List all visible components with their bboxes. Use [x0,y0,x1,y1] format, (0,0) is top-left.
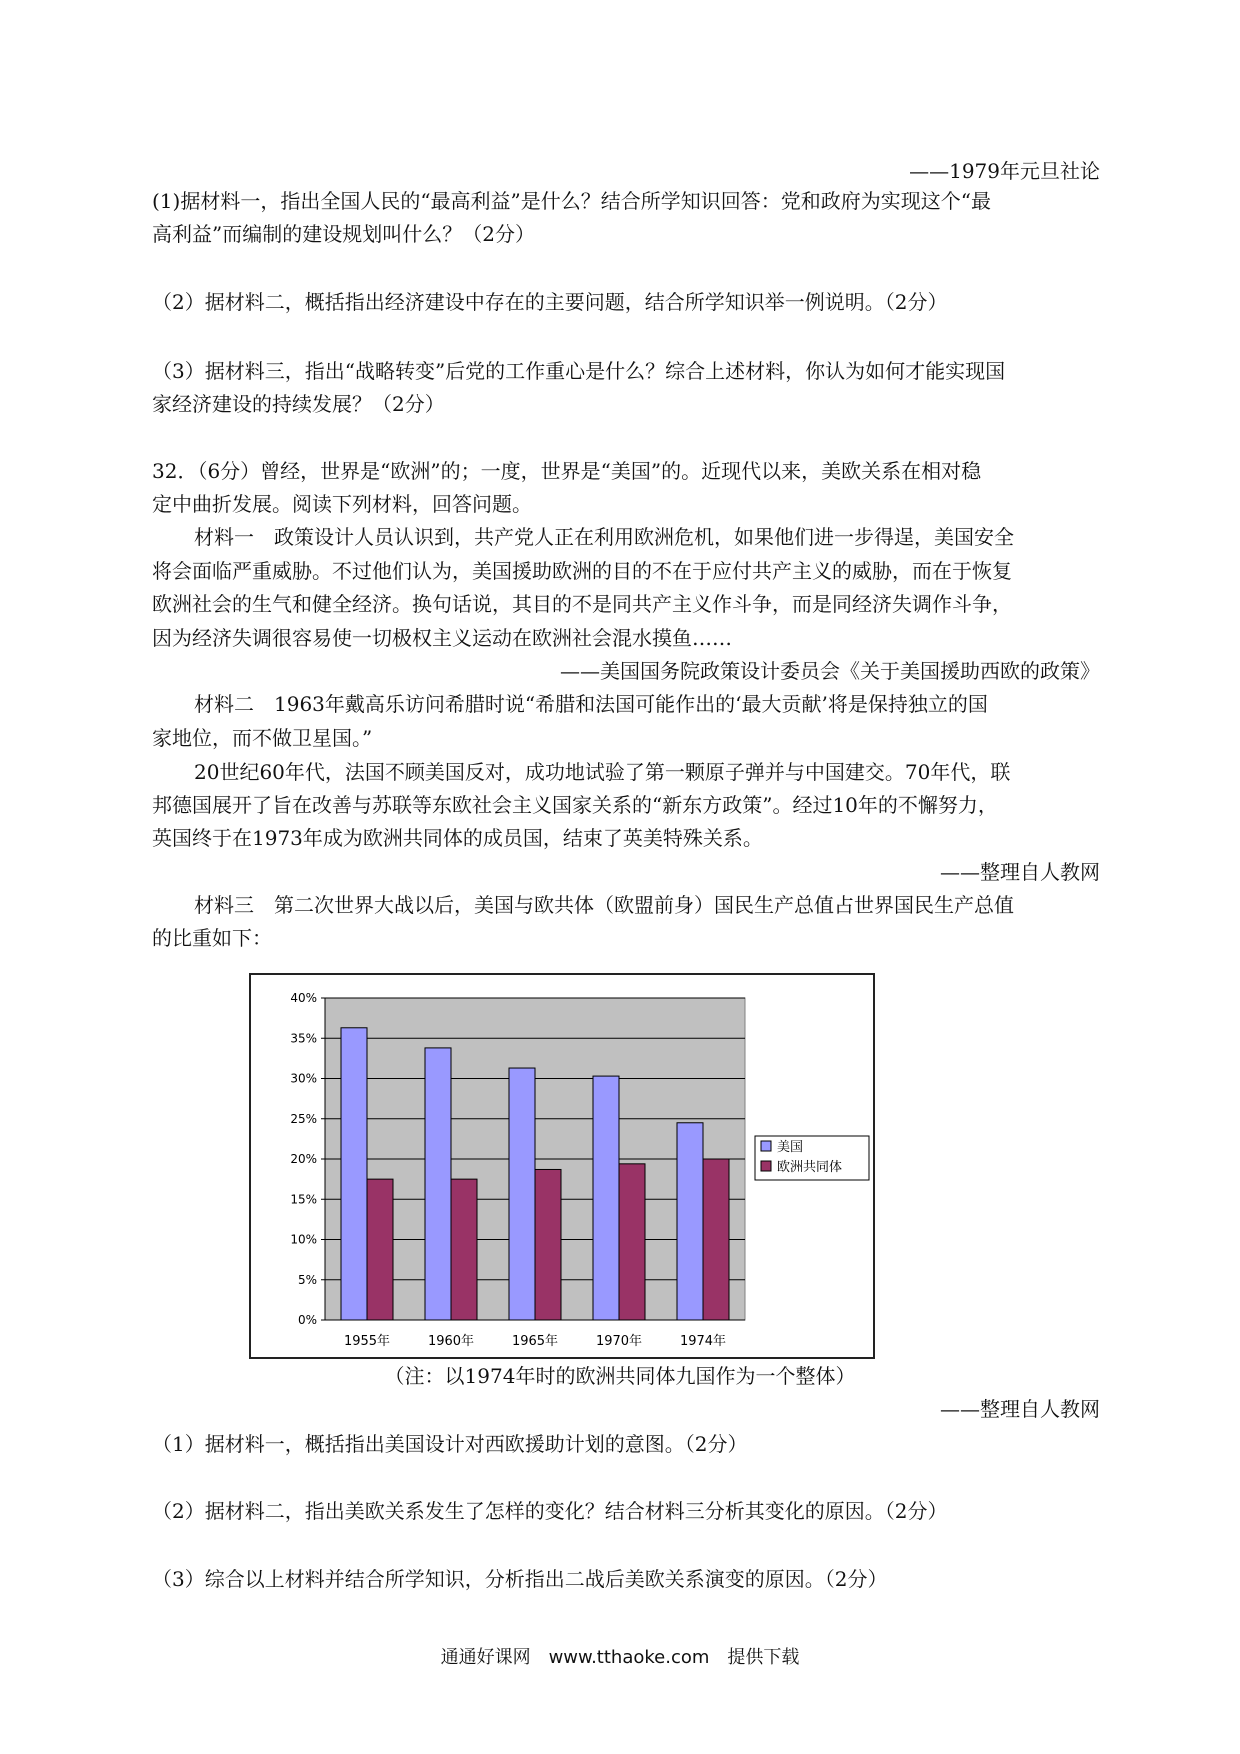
legend-label: 欧洲共同体 [777,1160,843,1175]
sub-question-2: （2）据材料二，指出美欧关系发生了怎样的变化？结合材料三分析其变化的原因。（2分） [152,1499,948,1523]
prev-q3-line1: （3）据材料三，指出“战略转变”后党的工作重心是什么？综合上述材料，你认为如何才能实现国 [152,359,1006,383]
q32-intro-line1: 32．（6分）曾经，世界是“欧洲”的；一度，世界是“美国”的。近现代以来，美欧关系在相对稳 [152,459,982,483]
prev-q3-line2: 家经济建设的持续发展？（2分） [152,392,445,416]
sub-question-1: （1）据材料一，概括指出美国设计对西欧援助计划的意图。（2分） [152,1432,748,1456]
y-tick-label: 20% [290,1152,317,1166]
material1-line1: 材料一 政策设计人员认识到，共产党人正在利用欧洲危机，如果他们进一步得逞，美国安全 [194,525,1014,549]
material3-line2: 的比重如下： [152,926,272,950]
legend-swatch [761,1141,771,1151]
prev-q1-line2: 高利益”而编制的建设规划叫什么？（2分） [152,222,535,246]
x-tick-label: 1965年 [511,1334,559,1349]
y-tick-label: 5% [297,1272,317,1287]
material1-line4: 因为经济失调很容易使一切极权主义运动在欧洲社会混水摸鱼…… [152,626,732,650]
gnp-share-chart [249,973,875,1359]
x-tick-label: 1960年 [427,1334,475,1349]
bar-usa [509,1068,535,1320]
prev-q1-line1: (1)据材料一，指出全国人民的“最高利益”是什么？结合所学知识回答：党和政府为实现这个“最 [152,189,992,213]
bar-usa [425,1048,451,1320]
chart-svg [251,975,873,1357]
y-tick-label: 15% [290,1192,317,1207]
bar-eec [535,1169,561,1320]
bar-eec [703,1159,729,1320]
material1-source: ——美国国务院政策设计委员会《关于美国援助西欧的政策》 [560,659,1100,683]
material3-line1: 材料三 第二次世界大战以后，美国与欧共体（欧盟前身）国民生产总值占世界国民生产总值 [194,893,1014,917]
bar-usa [677,1123,703,1320]
material2-source: ——整理自人教网 [940,860,1100,884]
q32-intro-line2: 定中曲折发展。阅读下列材料，回答问题。 [152,492,532,516]
y-tick-label: 0% [297,1313,317,1327]
legend-swatch [761,1161,771,1171]
material2-line3: 20世纪60年代，法国不顾美国反对，成功地试验了第一颗原子弹并与中国建交。70年代，联 [194,760,1011,784]
material2-line1: 材料二 1963年戴高乐访问希腊时说“希腊和法国可能作出的‘最大贡献’将是保持独立的国 [194,692,988,716]
material1-line2: 将会面临严重威胁。不过他们认为，美国援助欧洲的目的不在于应付共产主义的威胁，而在于恢复 [152,559,1012,583]
x-tick-label: 1970年 [595,1334,643,1349]
sub-question-3: （3）综合以上材料并结合所学知识，分析指出二战后美欧关系演变的原因。（2分） [152,1567,888,1591]
bar-eec [619,1164,645,1320]
bar-eec [367,1179,393,1320]
prev-q2: （2）据材料二，概括指出经济建设中存在的主要问题，结合所学知识举一例说明。（2分） [152,290,948,314]
y-tick-label: 10% [290,1232,317,1247]
chart-note: （注：以1974年时的欧洲共同体九国作为一个整体） [384,1364,856,1388]
bar-usa [341,1028,367,1320]
page-footer: 通通好课网 www.tthaoke.com 提供下载 [440,1647,800,1668]
x-tick-label: 1955年 [343,1334,391,1349]
y-tick-label: 40% [290,991,317,1005]
bar-usa [593,1076,619,1320]
y-tick-label: 25% [290,1111,317,1126]
legend-label: 美国 [777,1140,804,1155]
x-tick-label: 1974年 [679,1334,727,1349]
y-tick-label: 30% [290,1071,317,1086]
material2-line2: 家地位，而不做卫星国。” [152,726,373,750]
material2-line5: 英国终于在1973年成为欧洲共同体的成员国，结束了英美特殊关系。 [152,826,763,850]
bar-eec [451,1179,477,1320]
material3-source: ——整理自人教网 [940,1397,1100,1421]
material2-line4: 邦德国展开了旨在改善与苏联等东欧社会主义国家关系的“新东方政策”。经过10年的不懈努力， [152,793,998,817]
material1-line3: 欧洲社会的生气和健全经济。换句话说，其目的不是同共产主义作斗争，而是同经济失调作斗争， [152,592,1012,616]
prev-source: ——1979年元旦社论 [909,159,1100,183]
y-tick-label: 35% [290,1031,317,1046]
